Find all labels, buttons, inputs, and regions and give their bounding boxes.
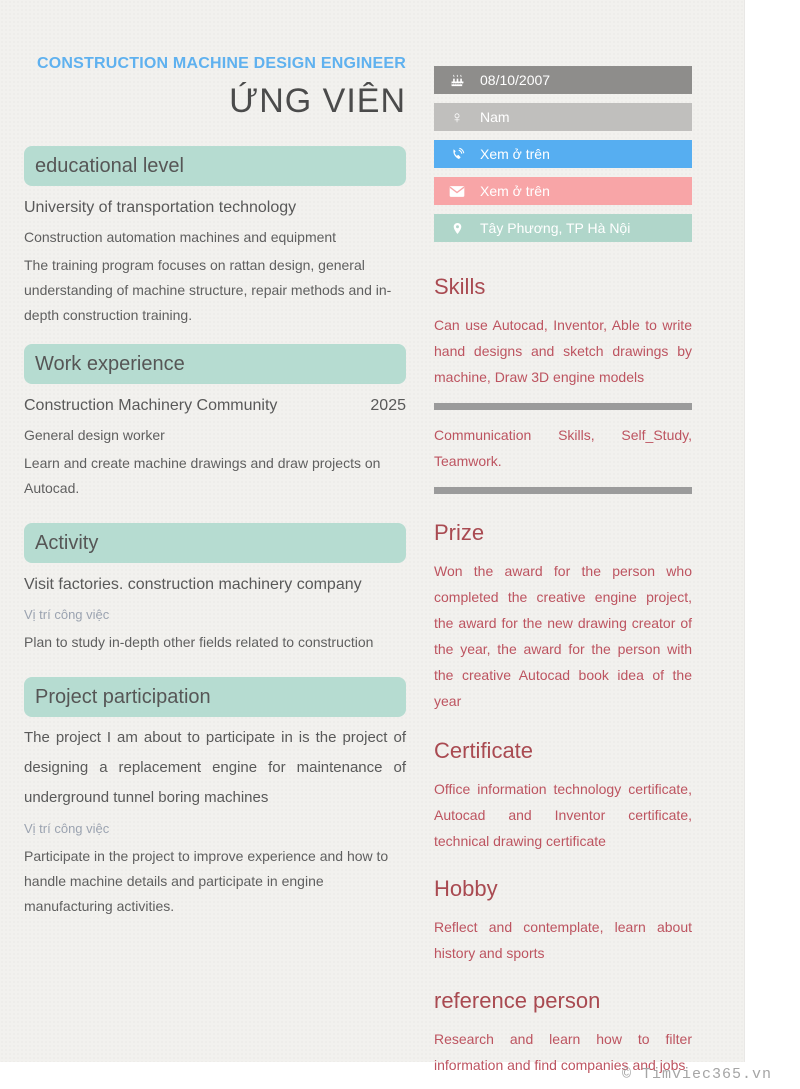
candidate-name: ỨNG VIÊN [229, 82, 406, 120]
section-title-certificate: Certificate [434, 738, 534, 763]
section-reference [434, 988, 692, 1078]
contact-phone-value: Xem ở trên [480, 146, 550, 162]
contact-birthday-value: 08/10/2007 [480, 72, 551, 88]
reference-description: Research and learn how to filter information and find companies and jobs [434, 1031, 692, 1073]
job-title: CONSTRUCTION MACHINE DESIGN ENGINEER [37, 55, 406, 72]
activity-organization: Visit factories. construction machinery company [24, 576, 362, 593]
left-column [24, 44, 406, 919]
section-skills [434, 274, 692, 494]
gender-female-icon: ♀ [450, 107, 464, 127]
certificate-description: Office information technology certificate, Autocad and Inventor certificate, technical drawing certificate [434, 781, 692, 849]
watermark-copyright: © Timviec365.vn [621, 1066, 772, 1083]
section-activity [24, 523, 406, 655]
section-title-skills: Skills [434, 274, 486, 299]
section-project [24, 677, 406, 919]
contact-row-phone [434, 140, 692, 168]
education-major: Construction automation machines and equipment [24, 229, 337, 245]
education-school: University of transportation technology [24, 199, 297, 216]
hobby-description: Reflect and contemplate, learn about history and sports [434, 919, 692, 961]
experience-company-row [24, 392, 406, 420]
skill-level-bar [434, 403, 692, 410]
project-name: The project I am about to participate in is the project of designing a replacement engine for maintenance of underground tunnel boring machines [24, 729, 406, 806]
section-certificate [434, 738, 692, 854]
section-title-prize: Prize [434, 520, 485, 545]
contact-row-gender [434, 103, 692, 131]
section-title-experience: Work experience [24, 344, 406, 384]
section-title-hobby: Hobby [434, 876, 498, 901]
section-title-education: educational level [24, 146, 406, 186]
contact-row-address [434, 214, 692, 242]
education-description: The training program focuses on rattan design, general understanding of machine structure, repair methods and in-depth construction training. [24, 257, 392, 323]
contact-email-value: Xem ở trên [480, 183, 550, 199]
activity-description: Plan to study in-depth other fields related to construction [24, 634, 374, 650]
section-title-activity: Activity [24, 523, 406, 563]
experience-company: Construction Machinery Community [24, 397, 278, 414]
project-position-placeholder[interactable]: Vị trí công việc [24, 821, 110, 836]
activity-position-placeholder[interactable]: Vị trí công việc [24, 607, 110, 622]
phone-volume-icon [434, 147, 480, 162]
section-title-reference: reference person [434, 988, 601, 1013]
skills-group1: Can use Autocad, Inventor, Able to write hand designs and sketch drawings by machine, Draw 3D engine models [434, 317, 692, 385]
contact-row-email [434, 177, 692, 205]
right-column [434, 66, 692, 1078]
birthday-cake-icon [434, 73, 480, 88]
section-title-project: Project participation [24, 677, 406, 717]
experience-year: 2025 [370, 397, 406, 414]
section-experience [24, 344, 406, 501]
prize-description: Won the award for the person who completed the creative engine project, the award for the new drawing creator of the year, the award for the person with the creative Autocad book idea of the year [434, 563, 692, 709]
skill-level-bar [434, 487, 692, 494]
section-prize [434, 520, 692, 714]
experience-role: General design worker [24, 427, 165, 443]
contact-address-value: Tây Phương, TP Hà Nội [480, 220, 631, 236]
skills-group2: Communication Skills, Self_Study, Teamwork. [434, 427, 692, 469]
experience-description: Learn and create machine drawings and draw projects on Autocad. [24, 455, 381, 496]
contact-gender-value: Nam [480, 109, 510, 125]
envelope-icon [434, 185, 480, 198]
section-education [24, 146, 406, 328]
map-marker-icon [434, 221, 480, 236]
project-description: Participate in the project to improve experience and how to handle machine details and participate in engine manufacturing activities. [24, 848, 389, 914]
section-hobby [434, 876, 692, 966]
contact-row-birthday [434, 66, 692, 94]
